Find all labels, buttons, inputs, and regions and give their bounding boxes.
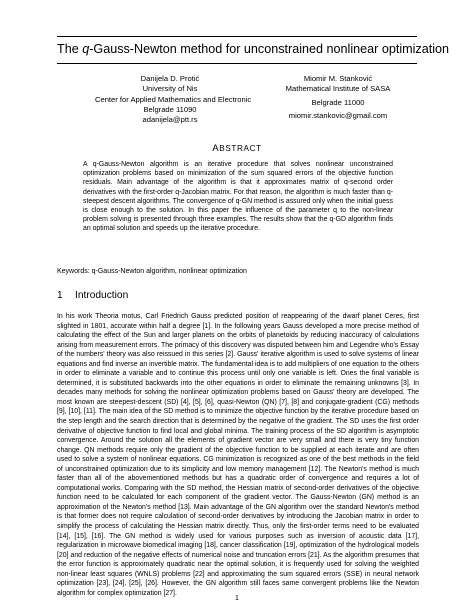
title-q: q bbox=[82, 42, 90, 56]
abstract-heading bbox=[57, 143, 417, 154]
author-email: adanijela@ptt.rs bbox=[142, 115, 198, 125]
abstract-heading-rest: BSTRACT bbox=[219, 144, 262, 153]
introduction-text: In his work Theoria motus, Carl Friedrich Gauss predicted position of reappearing of the dwarf planet Ceres, first slighted in 1801, accurate within half a degree [1]. In the following years Gauss developed a more precise method of calculating the effect of the Sun and larger planets on the orbits of planetoids by reducing inaccuracy of calculations arising from measurement errors. The primacy of this discovery was disputed between him and Legendre who's Essay of the numbers' theory was also reissued in this series [2]. Gauss' iterative algorithm is used to solve systems of linear equations and find inverse an invertible matrix. The fundamental idea is to add multipliers of one equation to the others in order to eliminate a variable and to continue this process until only one variable is left. Ones the final variable is determined, it is substituted backwards into the other equations in order to eliminate the remaining unknowns [3]. In decades many methods for solving the nonlinear optimization problems based on Gauss' theory are developed. The most known are steepest-descent (SD) [4], [5], [6], quasi-Newton (QN) [7], [8] and conjugate-gradient (CG) methods [9], [10], [11]. The main idea of the SD method is to minimize the objective function by the iterative procedure based on the step length and the search direction that is determined by the negative of the gradient. The SD uses the first order derivative of objective function to find local and global minima. The training process of the SD algorithm is asymptotic convergence. Around the solution all the elements of gradient vector are very small and there is very tiny function change. QN methods require only the gradient of the objective function to be supplied at each iterate and are often used to solve a system of nonlinear equations. CG minimization is recognized as one of the best methods in the field of unconstrained optimization due to its simplicity and low memory management [12]. The Newton's method is much faster than all of the abovementioned methods but has a quadratic order of convergence and requires a lot of computational works. Comparing with the SD method, the Hessian matrix of second-order derivatives of the objective function need to be calculated for each component of the gradient vector. The Gauss-Newton (GN) method is an approximation of the Newton's method [13]. Main advantage of the GN algorithm over the standard Newton's method is that former does not require calculation of second-order derivatives by introducing the Jacobian matrix in order to simplify the process of calculating the Hessian matrix directly. Thus, only the first-order terms need to be evaluated [14], [15], [16]. The GN method is widely used for various purposes such as inversion of acoustic data [17], regularization in microwave biomedical imaging [18], cancer classification [19], optimization of the hydrological models [20] and reduction of the negative effects of numerical noise and truncation errors [21]. As the algorithm presumes that the error function is approximately quadratic near the optimal solution, it is frequently used for solving the weighted non-linear least squares (WNLS) problems [22] and approximating the sum squared errors (SSE) in neural network optimization [23], [24], [25], [26]. However, the GN algorithm still faces same convergent problems like the Newton algorithm for complex optimization [27]. bbox=[57, 313, 419, 597]
title-prefix: The bbox=[57, 42, 83, 56]
author-block-2 bbox=[268, 74, 408, 121]
title-rest: -Gauss-Newton method for unconstrained nonlinear optimization bbox=[89, 42, 450, 56]
section-title: Introduction bbox=[75, 290, 129, 301]
author-affiliation: Belgrade 11000 bbox=[311, 97, 365, 107]
paper-title bbox=[57, 39, 450, 59]
author-name: Miomir M. Stanković bbox=[303, 74, 373, 83]
keywords bbox=[57, 267, 417, 276]
author-name: Danijela D. Protić bbox=[140, 74, 200, 83]
abstract-text: A q-Gauss-Newton algorithm is an iterative procedure that solves nonlinear unconstrained optimization problems based on minimization of the sum squared errors of the objective function residuals. Main advantage of the algorithm is that it approximates matrix of q-second order derivatives with the first-order q-Jacobian matrix. For that reason, the algorithm is much faster than q-steepest descent algorithms. The convergence of q-GN method is assured only when the initial guess is close enough to the solution. In this paper the influence of the parameter q to the non-linear problem solving is presented through three examples. The results show that the q-GD algorithm finds an optimal solution and speeds up the iterative procedure. bbox=[83, 161, 393, 233]
title-bottom-rule bbox=[57, 63, 417, 64]
author-affiliation: Center for Applied Mathematics and Electronic bbox=[95, 94, 252, 104]
section-number: 1 bbox=[57, 290, 63, 301]
author-email: miomir.stankovic@gmail.com bbox=[288, 110, 388, 120]
abstract-heading-initial: A bbox=[212, 143, 220, 154]
author-affiliation: Mathematical Institute of SASA bbox=[285, 84, 391, 94]
author-affiliation: Belgrade 11090 bbox=[143, 104, 197, 114]
author-block-1 bbox=[95, 74, 252, 125]
keywords-label: Keywords: bbox=[57, 268, 90, 275]
keywords-text: q-Gauss-Newton algorithm, nonlinear optimization bbox=[91, 268, 247, 275]
author-affiliation: University of Nis bbox=[142, 84, 198, 94]
page-number: 1 bbox=[235, 595, 239, 602]
section-heading bbox=[57, 289, 417, 303]
title-top-rule bbox=[57, 36, 417, 37]
